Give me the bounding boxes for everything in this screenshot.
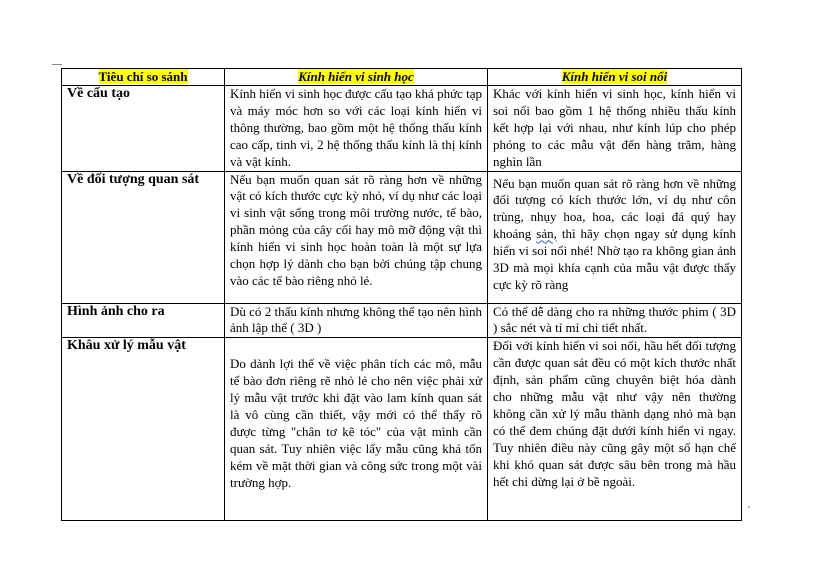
- header-criteria: Tiêu chí so sánh: [62, 69, 225, 86]
- stereo-cell: Khác với kính hiển vi sinh học, kính hiển vi soi nổi bao gồm 1 hệ thống nhiều thấu kính kết hợp lại với nhau, như kính lúp cho phép phóng to các mẫu vật đến hàng trăm, hàng nghìn lần: [488, 86, 742, 172]
- criterion-cell: Về cấu tạo: [62, 86, 225, 172]
- comparison-table: [61, 68, 742, 521]
- stray-dot-mark: [748, 506, 750, 508]
- table-row: [62, 303, 742, 338]
- spellcheck-underlined-word: sản,: [536, 226, 557, 242]
- table-row: [62, 338, 742, 521]
- header-stereo-microscope: Kính hiển vi soi nổi: [488, 69, 742, 86]
- stereo-cell: Đối với kính hiển vi soi nổi, hầu hết đối tượng cần được quan sát đều có một kích thước nhất định, sản phẩm cũng chuyên biệt hóa dành cho những mẫu vật như vậy nên thường không cần xử lý mẫu thành dạng nhỏ mà bạn có thể đem chúng đặt dưới kính hiển vi ngay. Tuy nhiên điều này cũng gây một số hạn chế khi khó quan sát được sâu bên trong mà hầu hết chỉ dừng lại ở bề ngoài.: [488, 338, 742, 521]
- table-row: [62, 86, 742, 172]
- criterion-cell: Hình ảnh cho ra: [62, 303, 225, 338]
- criterion-cell: Về đối tượng quan sát: [62, 171, 225, 303]
- margin-corner-mark: [52, 64, 62, 65]
- header-biological-microscope: Kính hiển vi sinh học: [225, 69, 488, 86]
- biological-cell: Dù có 2 thấu kính nhưng không thể tạo nên hình ảnh lập thể ( 3D ): [225, 303, 488, 338]
- biological-cell: Kính hiển vi sinh học được cấu tạo khá phức tạp và máy móc hơn so với các loại kính hiển vi thông thường, bao gồm một hệ thống thấu kính cao cấp, tinh vi, 2 hệ thống thấu kính là thị kính và vật kính.: [225, 86, 488, 172]
- table-row: [62, 171, 742, 303]
- stereo-cell: [488, 171, 742, 303]
- stereo-text-part: thì hãy chọn ngay sử dụng kính hiển vi soi nổi nhé! Nhờ tạo ra không gian ảnh 3D mà mọi khía cạnh của mẫu vật được thấy cực kỳ rõ ràng: [493, 226, 736, 292]
- stereo-text-part: Nếu bạn muốn quan sát rõ ràng hơn về những đối tượng có kích thước lớn, ví dụ như côn trùng, nhụy hoa, hoa, các loại đá quý hay khoáng: [493, 175, 736, 242]
- header-row: [62, 69, 742, 86]
- stereo-cell: Có thể dễ dàng cho ra những thước phim ( 3D ) sắc nét và tỉ mỉ chi tiết nhất.: [488, 303, 742, 338]
- criterion-cell: Khâu xử lý mẫu vật: [62, 338, 225, 521]
- biological-cell: Do dành lợi thế về việc phân tích các mô, mẫu tế bào đơn riêng rẽ nhỏ lẻ cho nên việc phải xử lý mẫu vật trước khi đặt vào lam kính quan sát là vô cùng cần thiết, vậy mới có thể thấy rõ được từng "chân tơ kẽ tóc" của vật mình cần quan sát. Tuy nhiên việc lấy mẫu cũng khá tốn kém về mặt thời gian và công sức trong một vài trường hợp.: [225, 338, 488, 521]
- biological-cell: Nếu bạn muốn quan sát rõ ràng hơn về những vật có kích thước cực kỳ nhỏ, ví dụ như các loại vi sinh vật sống trong môi trường nước, tế bào, phần mỏng của cây cối hay mô mỡ động vật thì kính hiển vi sinh học hoàn toàn là một sự lựa chọn hợp lý dành cho bạn bởi chúng tập chung vào các tế bào riêng nhỏ lẻ.: [225, 171, 488, 303]
